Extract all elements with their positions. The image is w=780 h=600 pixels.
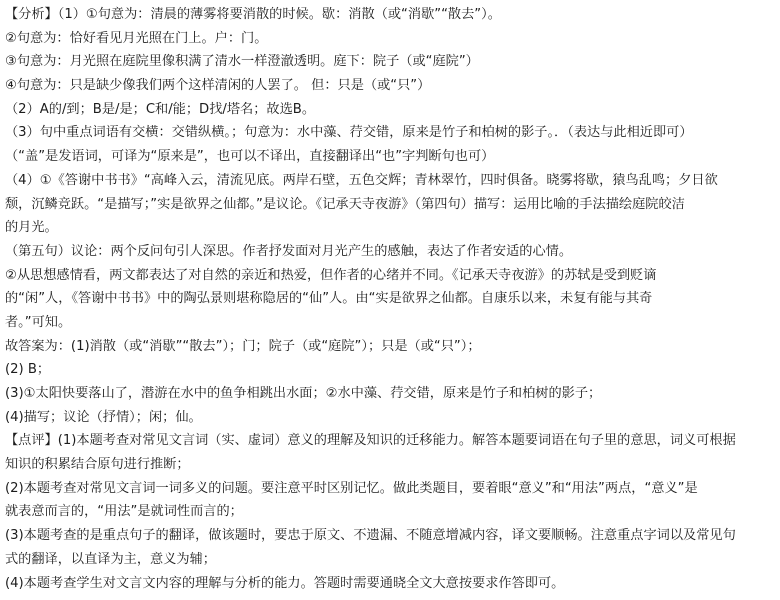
- comment-line: 就表意而言的，“用法”是就词性而言的；: [5, 504, 243, 520]
- comment-line: 式的翻译，以直译为主，意义为辅；: [5, 551, 216, 567]
- comment-line: (4)本题考查学生对文言文内容的理解与分析的能力。答题时需要通晓全文大意按要求作答即可。: [5, 575, 565, 591]
- text-line: （4）①《答谢中书书》“高峰入云，清流见底。两岸石壁，五色交辉；青林翠竹，四时俱备。晓雾将歇，猿鸟乱鸣；夕日欲: [5, 172, 718, 188]
- text-line: （第五句）议论：两个反问句引人深思。作者抒发面对月光产生的感触，表达了作者安适的心情。: [5, 243, 573, 259]
- text-line: ②从思想感情看，两文都表达了对自然的亲近和热爱，但作者的心绪并不同。《记承天寺夜游》的苏轼是受到贬谪: [5, 267, 657, 283]
- text-line: （2）A的/到；B是/是；C和/能；D找/塔名；故选B。: [5, 101, 316, 117]
- comment-line: 【点评】(1)本题考查对常见文言词（实、虚词）意义的理解及知识的迁移能力。解答本题要词语在句子里的意思，词义可根据: [5, 433, 736, 449]
- text-line: ②句意为：恰好看见月光照在门上。户：门。: [5, 30, 268, 46]
- text-line: 的月光。: [5, 220, 58, 236]
- comment-line: (3)本题考查的是重点句子的翻译，做该题时，要忠于原文、不遗漏、不随意增减内容，译文要顺畅。注意重点字词以及常见句: [5, 528, 736, 544]
- text-line: 颓，沉鳞竞跃。“是描写；”实是欲界之仙都。”是议论。《记承天寺夜游》（第四句）描写：运用比喻的手法描绘庭院皎洁: [5, 196, 685, 212]
- text-line: ③句意为：月光照在庭院里像积满了清水一样澄澈透明。庭下：院子（或“庭院”）: [5, 54, 479, 70]
- answer-line: (2) B；: [5, 362, 51, 378]
- text-line: 【分析】（1）①句意为：清晨的薄雾将要消散的时候。歇：消散（或“消歇”“散去”）。: [5, 7, 501, 22]
- answer-line: (4)描写；议论（抒情）；闲；仙。: [5, 409, 202, 425]
- text-line: ④句意为：只是缺少像我们两个这样清闲的人罢了。 但：只是（或“只”）: [5, 78, 431, 94]
- answer-line: 故答案为：(1)消散（或“消歇”“散去”）；门；院子（或“庭院”）；只是（或“只”）；: [5, 338, 481, 354]
- text-line: （3）句中重点词语有交横：交错纵横。；句意为：水中藻、荇交错，原来是竹子和柏树的影子。．（表达与此相近即可）: [5, 125, 693, 141]
- comment-line: 知识的积累结合原句进行推断；: [5, 457, 190, 473]
- comment-line: (2)本题考查对常见文言词一词多义的问题。要注意平时区别记忆。做此类题目，要着眼“意义”和“用法”两点，“意义”是: [5, 480, 698, 496]
- text-line: 的“闲”人，《答谢中书书》中的陶弘景则堪称隐居的“仙”人。由“实是欲界之仙都。自康乐以来，未复有能与其奇: [5, 291, 653, 307]
- text-line: （“盖”是发语词，可译为“原来是”，也可以不译出，直接翻译出“也”字判断句也可）: [5, 149, 495, 165]
- answer-line: (3)①太阳快要落山了，潜游在水中的鱼争相跳出水面；②水中藻、荇交错，原来是竹子和柏树的影子；: [5, 386, 602, 401]
- text-line: 者。”可知。: [5, 314, 72, 330]
